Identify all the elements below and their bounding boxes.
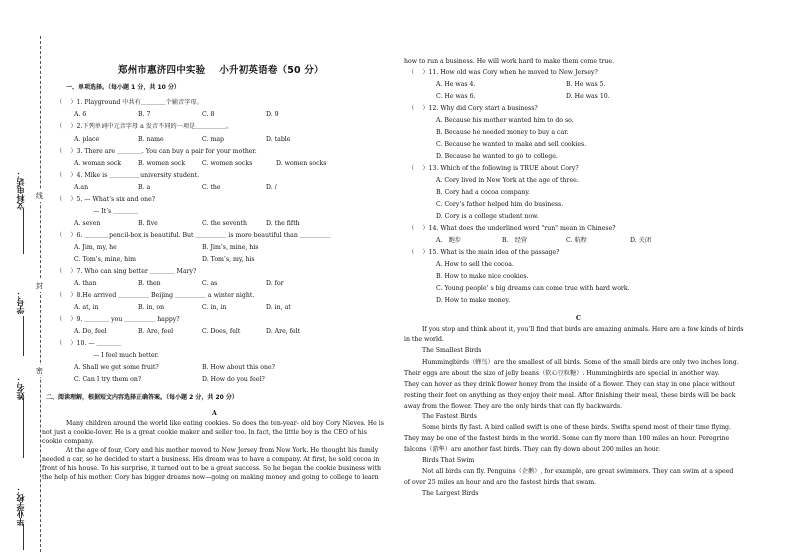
q2-option-c: C. map — [202, 136, 224, 143]
q15-option-c: C. Young people’ s big dreams can come true with hard work. — [436, 285, 630, 292]
q13-option-a: A. Cory lived in New York at the age of three. — [436, 177, 579, 184]
q8-option-c: C. in, in — [202, 304, 227, 311]
passage-c-p1-line5: away from the flower. They are the only birds that can fly backwards. — [404, 403, 623, 410]
q8-option-b: B. in, on — [138, 304, 165, 311]
q15-option-d: D. How to make money. — [436, 297, 511, 304]
q12-option-a: A. Because his mother wanted him to do so. — [436, 117, 574, 124]
name-field-line — [23, 398, 24, 458]
q13-option-d: D. Cory is a college student now. — [436, 213, 539, 220]
exam-name: 小升初英语卷（50 分） — [219, 65, 324, 76]
cut-line — [40, 36, 41, 552]
passage-c-p2-line1: Some birds fly fast. A bird called swift is one of these birds. Swifts spend most of their time flying. — [422, 424, 731, 431]
q4-stem: （ ）4. Mike is ＿＿＿＿＿university student. — [56, 172, 200, 179]
q14-option-d: D. 关闭 — [630, 237, 652, 244]
q13-stem: （ ）13. Which of the following is TRUE about Cory? — [408, 165, 579, 172]
q1-option-d: D. 9 — [266, 111, 279, 118]
q4-option-c: C. the — [202, 184, 221, 191]
exam-title — [118, 62, 338, 76]
q13-option-c: C. Cory’s father helped him do business. — [436, 201, 564, 208]
q1-stem: （ ）1. Playground 中共有＿＿＿＿个辅音字母。 — [56, 99, 203, 106]
q7-option-b: B. then — [138, 280, 161, 287]
q7-option-a: A. than — [74, 280, 97, 287]
q1-option-a: A. 6 — [74, 111, 87, 118]
q4-option-b: B. a — [138, 184, 151, 191]
passage-a-p1-line1: Many children around the world like eating cookies. So does the ten-year- old boy Cory Nieves. He is — [66, 420, 384, 427]
q10-option-c: C. Can I try them on? — [74, 376, 142, 383]
q15-option-b: B. How to make nice cookies. — [436, 273, 529, 280]
q10-option-a: A. Shall we get some fruit? — [74, 364, 159, 371]
q11-option-c: C. He was 6. — [436, 93, 476, 100]
q11-option-d: D. He was 10. — [566, 93, 610, 100]
q9-option-d: D. Are, felt — [266, 328, 301, 335]
passage-c-heading-swim: Birds That Swim — [422, 457, 475, 464]
q14-option-a: A. 跑步 — [436, 237, 461, 244]
q11-option-b: B. He was 5. — [566, 81, 606, 88]
seal-mark-line: 线 — [36, 192, 43, 200]
passage-a-p2-line3: front of his house. To his surprise, it turned out to be a great success. So he began the cookie business with — [42, 465, 381, 472]
q8-option-a: A. at, in — [74, 304, 99, 311]
section2-title: 二、阅读理解，根据短文内容选择正确答案。（每小题 2 分，共 20 分） — [46, 394, 238, 401]
passage-c-heading-smallest: The Smallest Birds — [422, 347, 482, 354]
q2-stem: （ ）2.下列单词中元音字母 a 发音不同的一项是＿＿＿＿＿。 — [56, 123, 233, 130]
q2-option-b: B. name — [138, 136, 164, 143]
q8-stem: （ ）8.He arrived ＿＿＿＿＿ Beijing ＿＿＿＿＿ a winter night. — [56, 292, 255, 299]
q6-option-d: D. Tom’s, my, his — [202, 256, 255, 263]
passage-a-p2-line1: At the age of four, Cory and his mother moved to New Jersey from New York. He thought his family — [66, 447, 379, 454]
passage-c-p3-line1: Not all birds can fly. Penguins（企鹅）, for example, are great swimmers. They can swim at a speed — [422, 468, 734, 475]
q3-option-b: B. women sock — [138, 160, 186, 167]
q3-option-c: C. women socks — [202, 160, 253, 167]
q5-stem-reply: — It’s ＿＿＿＿ — [93, 208, 138, 215]
q2-option-d: D. table — [266, 136, 291, 143]
q10-option-b: B. How about this one? — [202, 364, 275, 371]
student-id-field-label: 学号： — [15, 290, 25, 314]
q4-option-a: A.an — [74, 184, 89, 191]
q9-option-b: B. Are, feel — [138, 328, 174, 335]
q5-option-d: D. the fifth — [266, 220, 300, 227]
q3-option-a: A. woman sock — [74, 160, 122, 167]
passage-c-label: C — [576, 315, 581, 322]
q12-option-d: D. Because he wanted to go to college. — [436, 153, 558, 160]
q5-option-a: A. seven — [74, 220, 101, 227]
passage-a-continuation: how to run a business. He will work hard to make them come true. — [404, 58, 615, 65]
q11-option-a: A. He was 4. — [436, 81, 476, 88]
q12-stem: （ ）12. Why did Cory start a business? — [408, 105, 538, 112]
passage-c-intro-line1: If you stop and think about it, you’ll find that birds are amazing animals. Here are a few kinds of birds — [422, 326, 744, 333]
q6-option-c: C. Tom’s, mine, him — [74, 256, 137, 263]
q15-option-a: A. How to sell the cocoa. — [436, 261, 514, 268]
q12-option-b: B. Because he needed money to buy a car. — [436, 129, 569, 136]
passage-c-p2-line3: falcons（游隼）are another fast birds. They can fly down about 200 miles an hour. — [404, 446, 661, 453]
passage-c-p1-line2: Their eggs are about the size of jelly beans（软心豆粒糖）. Hummingbirds are special in another way. — [404, 370, 720, 377]
passage-c-intro-line2: in the world. — [404, 336, 444, 343]
q13-option-b: B. Cory had a cocoa company. — [436, 189, 530, 196]
q12-option-c: C. Because he wanted to make and sell cookies. — [436, 141, 587, 148]
school-name: 郑州市惠济四中实验 — [118, 65, 206, 76]
seal-mark-seal: 封 — [36, 282, 43, 290]
school-field-line — [23, 524, 24, 550]
q15-stem: （ ）15. What is the main idea of the passage? — [408, 249, 560, 256]
passage-c-p2-line2: They may be one of the fastest birds in the world. Some can fly more than 100 miles an hour. Peregrine — [404, 435, 730, 442]
q9-option-a: A. Do, feel — [74, 328, 107, 335]
name-field-label: 姓名： — [15, 376, 25, 400]
q5-option-b: B. five — [138, 220, 158, 227]
passage-c-heading-fastest: The Fastest Birds — [422, 413, 477, 420]
q14-option-c: C. 航程 — [566, 237, 587, 244]
q7-option-c: C. as — [202, 280, 218, 287]
q2-option-a: A. place — [74, 136, 100, 143]
q10-option-d: D. How do you feel? — [202, 376, 265, 383]
phone-field-line — [23, 208, 24, 254]
q9-stem: （ ）9. ＿＿＿＿ you ＿＿＿＿＿ happy? — [56, 316, 180, 323]
school-field-label: 毕业学校： — [15, 486, 25, 526]
q6-option-b: B. Jim’s, mine, his — [202, 244, 259, 251]
passage-a-label: A — [212, 410, 217, 417]
passage-a-p1-line3: cookie company. — [42, 438, 94, 445]
q6-option-a: A. Jim, my, he — [74, 244, 117, 251]
q11-stem: （ ）11. How old was Cory when he moved to New Jersey? — [408, 69, 598, 76]
q9-option-c: C. Does, felt — [202, 328, 241, 335]
q10-stem: （ ）10. — ＿＿＿＿ — [56, 340, 122, 347]
q7-option-d: D. for — [266, 280, 284, 287]
q1-option-c: C. 8 — [202, 111, 215, 118]
passage-a-p2-line2: needed a car, so he decided to start a business. His dream was to have a company. At first, he sold cocoa in — [42, 456, 380, 463]
q5-option-c: C. the seventh — [202, 220, 247, 227]
q14-stem: （ ）14. What does the underlined word "run" mean in Chinese? — [408, 225, 616, 232]
q3-stem: （ ）3. There are ＿＿＿＿. You can buy a pair for your mother. — [56, 148, 257, 155]
passage-c-heading-largest: The Largest Birds — [422, 490, 479, 497]
passage-c-p1-line3: They can hover as they drink flower honey from the inside of a flower. They can stay in one place without — [404, 381, 736, 388]
q7-stem: （ ）7. Who can sing better ＿＿＿＿ Mary? — [56, 268, 197, 275]
q8-option-d: D. in, at — [266, 304, 291, 311]
q3-option-d: D. women socks — [276, 160, 327, 167]
section1-title: 一、单项选择。（每小题 1 分，共 10 分） — [66, 84, 180, 91]
q1-option-b: B. 7 — [138, 111, 151, 118]
q10-stem-reply: — I feel much better. — [93, 352, 159, 359]
passage-a-p2-line4: the help of his mother. Cory has bigger dreams now—going on making money and going to college to learn — [42, 474, 379, 481]
student-id-field-line — [23, 316, 24, 356]
passage-c-p3-line2: of over 25 miles an hour and are the fastest birds that swam. — [404, 479, 597, 486]
q14-option-b: B. 经营 — [502, 237, 528, 244]
q4-option-d: D. / — [266, 184, 277, 191]
seal-mark-secret: 密 — [36, 367, 43, 375]
phone-field-label: 文科电话： — [15, 170, 25, 210]
q6-stem: （ ）6. ＿＿＿＿pencil-box is beautiful. But ＿＿＿＿＿ is more beautiful than ＿＿＿＿＿ — [56, 232, 331, 239]
passage-a-p1-line2: not just a cookie-lover. He is a great cookie maker and seller too. In fact, the little boy is the CEO of his — [42, 429, 367, 436]
passage-c-p1-line4: resting their feet on anything as they enjoy their meal. After finishing their meal, these birds will be back — [404, 392, 736, 399]
passage-c-p1-line1: Hummingbirds（蜂鸟）are the smallest of all birds. Some of the small birds are only two inches long. — [422, 359, 739, 366]
q5-stem: （ ）5. — What’s six and one? — [56, 196, 156, 203]
